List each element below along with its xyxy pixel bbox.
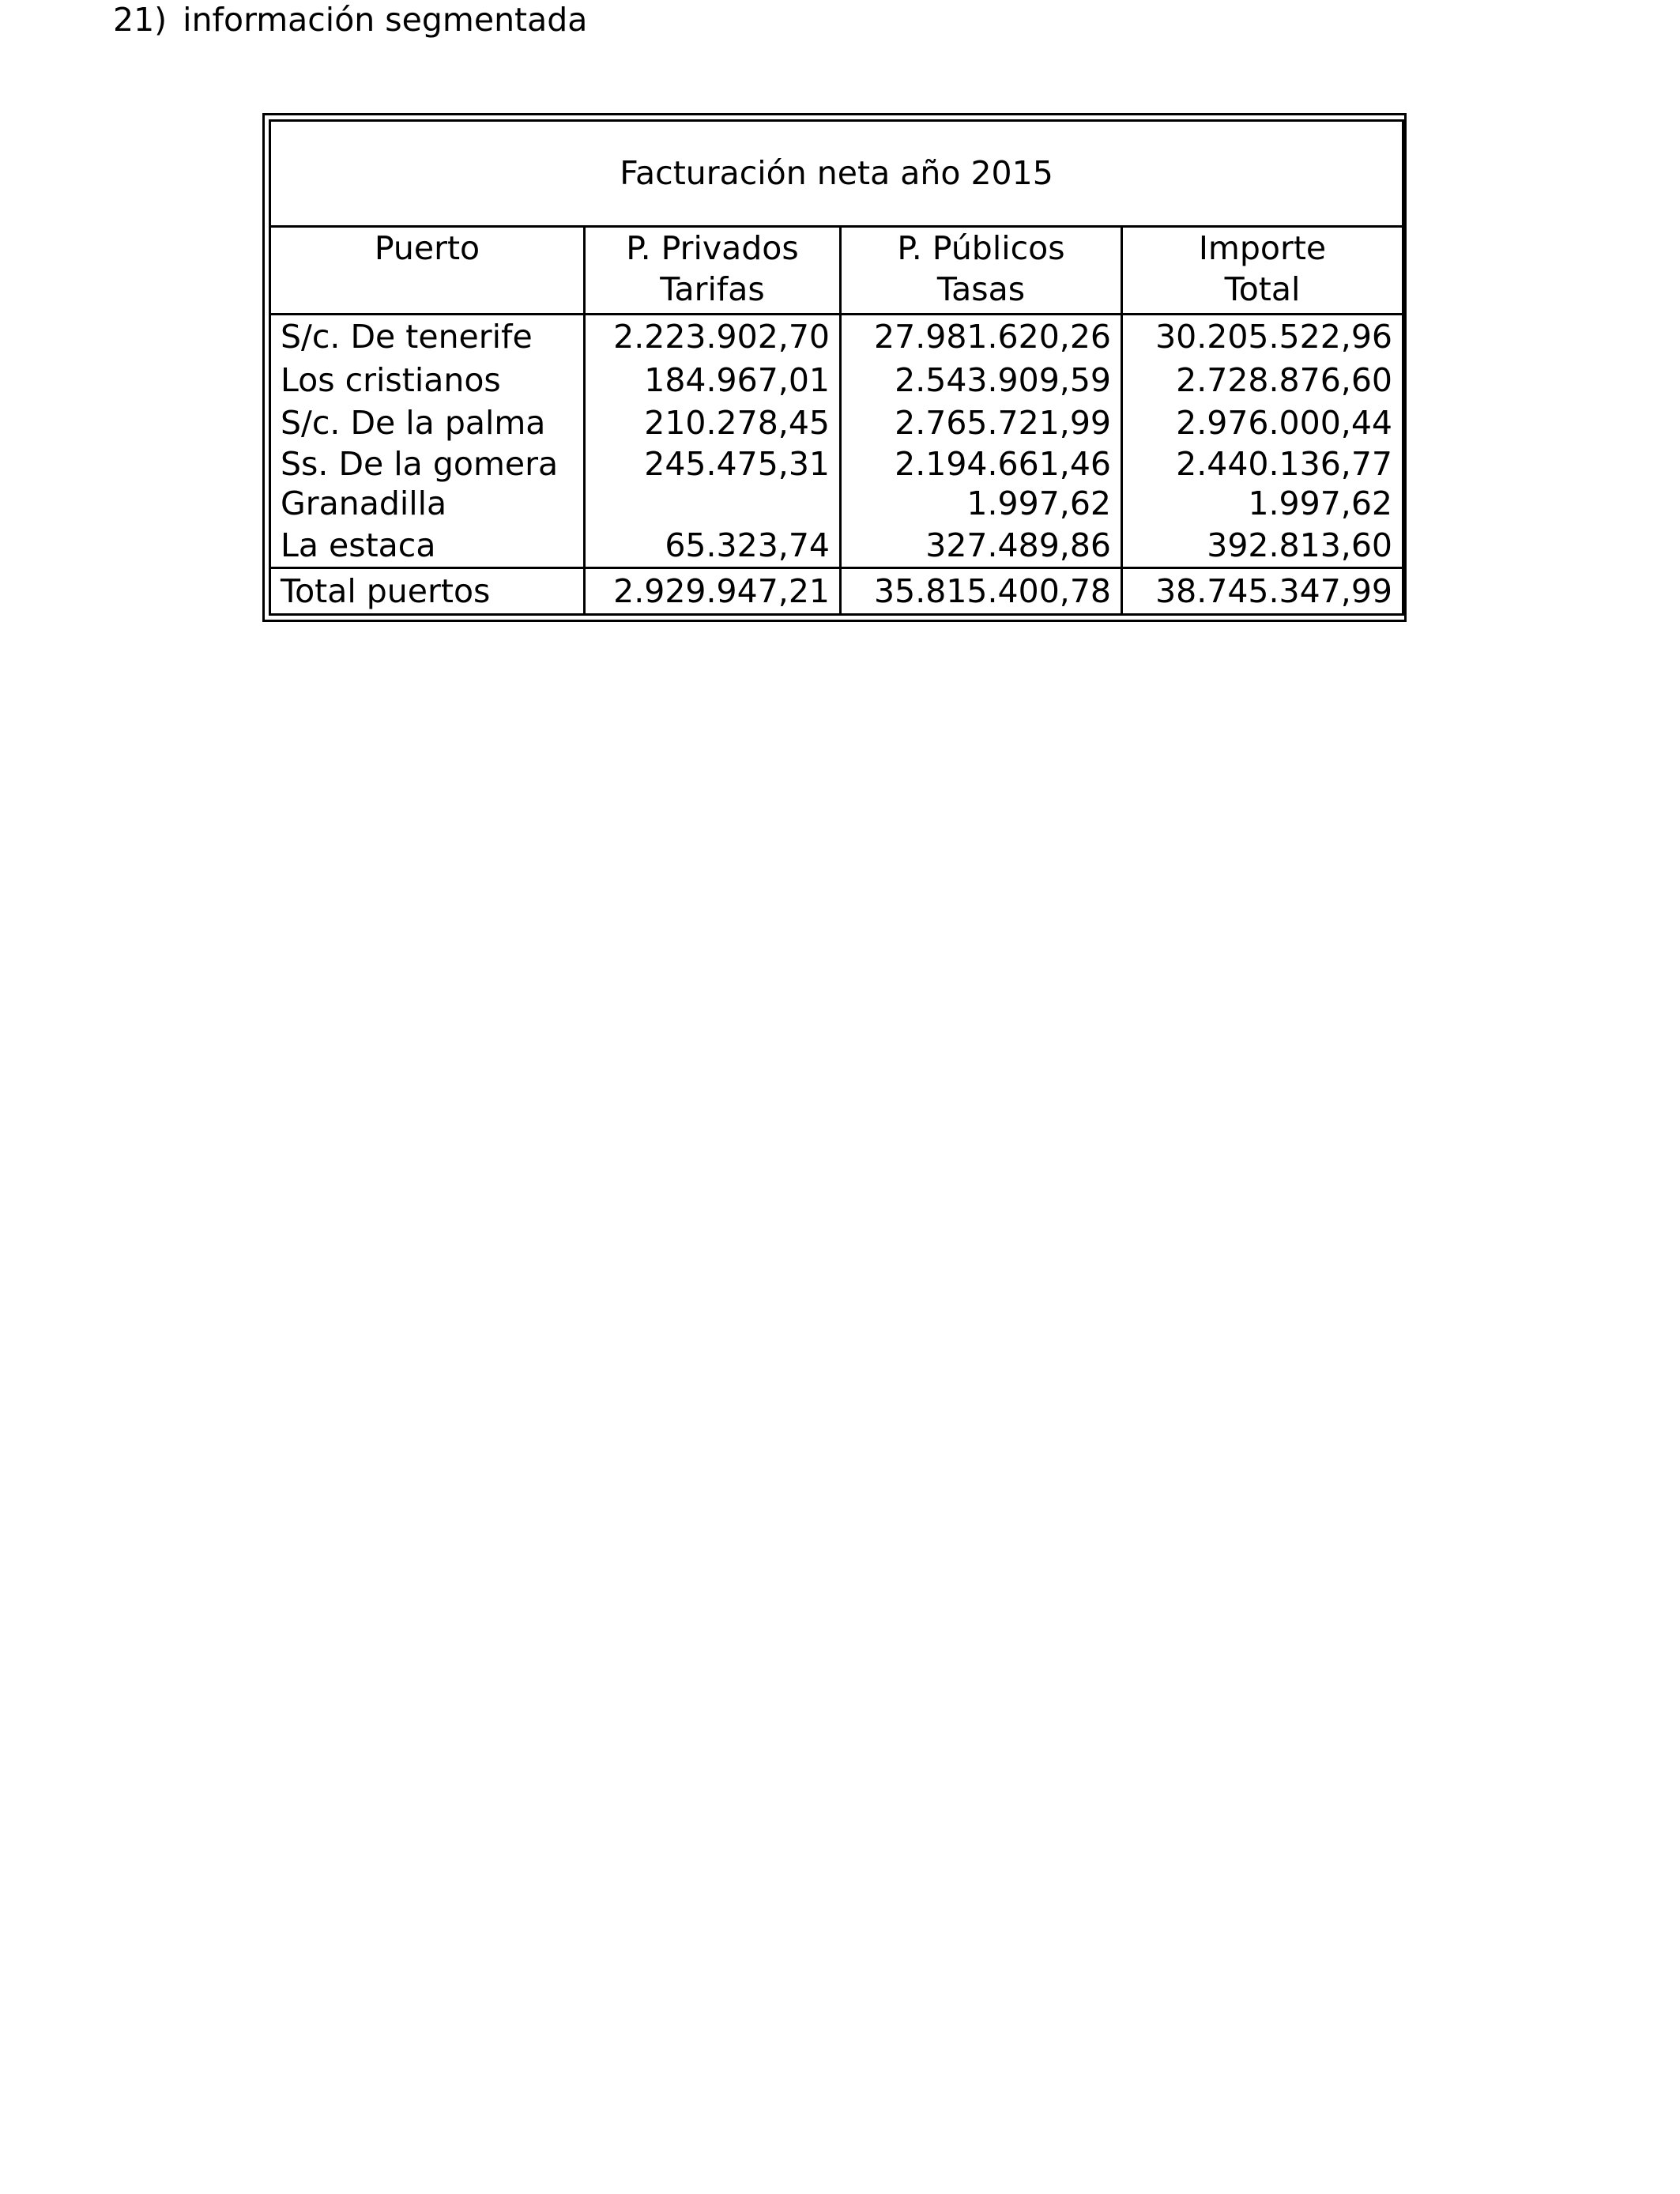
cell-total: 2.440.136,77	[1122, 444, 1403, 484]
cell-privados: 2.223.902,70	[585, 315, 841, 359]
cell-privados: 245.475,31	[585, 444, 841, 484]
cell-publicos: 2.543.909,59	[841, 358, 1122, 401]
table-row	[270, 315, 1403, 359]
table-header-row	[270, 226, 1403, 315]
cell-puerto: La estaca	[270, 523, 585, 567]
cell-total: 38.745.347,99	[1122, 567, 1403, 614]
header-line2: Tarifas	[660, 270, 765, 308]
table-total-row	[270, 567, 1403, 614]
cell-total: 392.813,60	[1122, 523, 1403, 567]
cell-puerto: Total puertos	[270, 567, 585, 614]
header-line1: P. Públicos	[897, 228, 1065, 267]
cell-puerto: Ss. De la gomera	[270, 444, 585, 484]
cell-puerto: Los cristianos	[270, 358, 585, 401]
cell-puerto: S/c. De tenerife	[270, 315, 585, 359]
column-header-privados	[585, 226, 841, 315]
header-line2: Tasas	[936, 270, 1026, 308]
cell-privados: 2.929.947,21	[585, 567, 841, 614]
cell-puerto: S/c. De la palma	[270, 401, 585, 444]
table-title-row	[270, 121, 1403, 227]
billing-table-frame	[262, 113, 1407, 622]
column-header-publicos	[841, 226, 1122, 315]
table-row	[270, 444, 1403, 484]
cell-total: 30.205.522,96	[1122, 315, 1403, 359]
section-number: 21)	[113, 1, 168, 39]
header-line1: P. Privados	[626, 228, 799, 267]
cell-publicos: 2.194.661,46	[841, 444, 1122, 484]
cell-publicos: 1.997,62	[841, 484, 1122, 523]
cell-privados: 65.323,74	[585, 523, 841, 567]
column-header-puerto	[270, 226, 585, 315]
cell-total: 2.728.876,60	[1122, 358, 1403, 401]
table-row	[270, 401, 1403, 444]
header-line2: Total	[1224, 270, 1301, 308]
table-row	[270, 523, 1403, 567]
section-heading	[113, 0, 587, 40]
table-row	[270, 358, 1403, 401]
cell-privados: 184.967,01	[585, 358, 841, 401]
cell-publicos: 2.765.721,99	[841, 401, 1122, 444]
table-title: Facturación neta año 2015	[270, 121, 1403, 227]
cell-puerto: Granadilla	[270, 484, 585, 523]
cell-privados: 210.278,45	[585, 401, 841, 444]
cell-total: 1.997,62	[1122, 484, 1403, 523]
header-line1: Importe	[1198, 228, 1327, 267]
cell-privados	[585, 484, 841, 523]
column-header-total	[1122, 226, 1403, 315]
cell-total: 2.976.000,44	[1122, 401, 1403, 444]
section-title: información segmentada	[183, 1, 588, 39]
table-row	[270, 484, 1403, 523]
cell-publicos: 327.489,86	[841, 523, 1122, 567]
billing-table	[269, 119, 1404, 616]
header-line1: Puerto	[374, 228, 480, 267]
cell-publicos: 35.815.400,78	[841, 567, 1122, 614]
cell-publicos: 27.981.620,26	[841, 315, 1122, 359]
